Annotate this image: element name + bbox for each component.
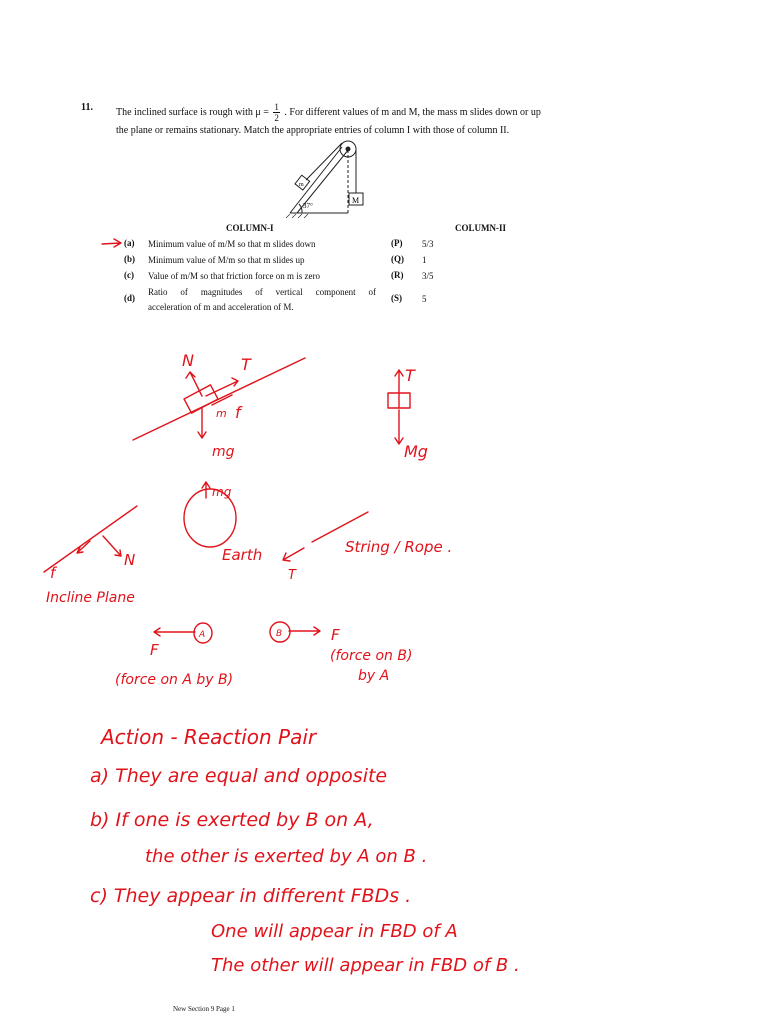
earth-mg-label: mg — [212, 485, 232, 499]
figure-small-mass-label: m — [299, 182, 304, 188]
row-a-label: (a) — [124, 238, 135, 248]
force-F-right-label: F — [331, 626, 340, 644]
row-d-text-1: Ratio of magnitudes of vertical component of — [148, 287, 376, 297]
mu-denominator: 2 — [274, 113, 279, 123]
fbd-M-T-label: T — [405, 366, 415, 385]
body-B-label: B — [276, 629, 283, 639]
fbd-normal-arrow-icon — [186, 372, 202, 396]
fbd-M-weight-label: Mg — [404, 442, 428, 461]
row-p-key: (P) — [391, 238, 403, 248]
figure-big-mass-label: M — [352, 196, 360, 205]
force-on-B-caption-1: (force on B) — [330, 648, 413, 664]
row-p-value: 5/3 — [422, 239, 434, 249]
force-on-B-arrow-icon — [289, 627, 320, 635]
pointer-arrow-icon — [102, 239, 121, 247]
question-line-2: the plane or remains stationary. Match the appropriate entries of column I with those of column II. — [116, 125, 510, 136]
fbd-incline-line — [133, 358, 305, 440]
fbd-weight-arrow-icon — [198, 408, 206, 438]
string-label: String / Rope . — [345, 538, 453, 556]
fbd-M-weight-arrow-icon — [395, 410, 403, 444]
row-c-label: (c) — [124, 270, 134, 280]
note-line-c3: The other will appear in FBD of B . — [211, 955, 520, 976]
row-a-text: Minimum value of m/M so that m slides down — [148, 239, 316, 249]
row-r-value: 3/5 — [422, 271, 434, 281]
fbd-m-f-label: f — [235, 403, 241, 422]
row-q-value: 1 — [422, 255, 427, 265]
row-d-text-2: acceleration of m and acceleration of M. — [148, 302, 294, 312]
body-A-label: A — [199, 630, 206, 640]
action-reaction-heading: Action - Reaction Pair — [101, 725, 317, 749]
note-line-a: a) They are equal and opposite — [90, 765, 388, 787]
question-text-b: . For different values of m and M, the mass m slides down or up — [284, 106, 541, 118]
question-text-a: The inclined surface is rough with μ = — [116, 106, 269, 118]
row-c-text: Value of m/M so that friction force on m is zero — [148, 271, 320, 281]
fbd-block-m — [184, 385, 218, 413]
figure-angle-label: 37° — [303, 202, 313, 210]
row-d-label: (d) — [124, 293, 135, 303]
string-tension-arrow-icon — [283, 548, 304, 561]
note-line-b: b) If one is exerted by B on A, — [90, 809, 374, 831]
row-r-key: (R) — [391, 270, 404, 280]
incline-f-label: f — [50, 564, 56, 582]
fbd-m-mass-label: m — [216, 407, 227, 420]
incline-N-label: N — [124, 551, 136, 569]
note-line-c2: One will appear in FBD of A — [211, 921, 458, 942]
column-1-title: COLUMN-I — [226, 223, 274, 233]
row-b-label: (b) — [124, 254, 135, 264]
row-q-key: (Q) — [391, 254, 404, 264]
note-line-b2: the other is exerted by A on B . — [145, 846, 428, 867]
question-number: 11. — [81, 102, 93, 113]
force-on-A-caption: (force on A by B) — [115, 672, 234, 688]
incline-plane-label: Incline Plane — [46, 590, 135, 606]
force-on-A-arrow-icon — [154, 628, 195, 636]
fbd-M-tension-arrow-icon — [395, 370, 403, 407]
force-on-B-caption-2: by A — [358, 668, 390, 684]
earth-label: Earth — [222, 546, 263, 564]
note-line-c: c) They appear in different FBDs . — [90, 885, 412, 907]
page-footer: New Section 9 Page 1 — [173, 1005, 235, 1013]
force-F-left-label: F — [150, 641, 159, 659]
incline-normal-arrow-icon — [103, 536, 121, 556]
row-s-key: (S) — [391, 293, 402, 303]
fbd-m-N-label: N — [182, 351, 194, 370]
column-2-title: COLUMN-II — [455, 223, 506, 233]
fbd-m-T-label: T — [241, 355, 251, 374]
fbd-tension-arrow-icon — [206, 378, 238, 396]
row-b-text: Minimum value of M/m so that m slides up — [148, 255, 305, 265]
row-s-value: 5 — [422, 294, 427, 304]
string-T-label: T — [288, 568, 296, 583]
fbd-m-weight-label: mg — [212, 444, 235, 460]
mu-numerator: 1 — [274, 102, 279, 112]
